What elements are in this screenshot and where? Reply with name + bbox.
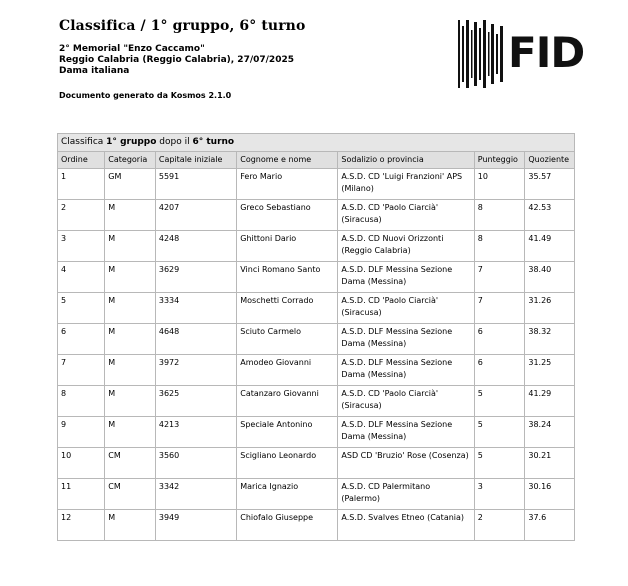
caption-prefix: Classifica <box>61 137 107 147</box>
cell-categoria: M <box>105 231 156 262</box>
cell-punteggio: 8 <box>474 200 525 231</box>
caption-round: 6° turno <box>192 137 235 147</box>
cell-quoziente: 38.40 <box>525 262 575 293</box>
cell-nome: Chiofalo Giuseppe <box>237 510 338 541</box>
cell-sodalizio: A.S.D. DLF Messina Sezione Dama (Messina) <box>338 417 474 448</box>
cell-categoria: M <box>105 417 156 448</box>
cell-ordine: 7 <box>58 355 105 386</box>
cell-sodalizio: ASD CD 'Bruzio' Rose (Cosenza) <box>338 448 474 479</box>
cell-ordine: 4 <box>58 262 105 293</box>
cell-quoziente: 37.6 <box>525 510 575 541</box>
table-row <box>58 479 575 510</box>
ranking-table-container <box>57 133 575 541</box>
cell-nome: Catanzaro Giovanni <box>237 386 338 417</box>
cell-categoria: M <box>105 510 156 541</box>
fid-logo-stripes-icon <box>457 20 507 88</box>
generator-note: Documento generato da Kosmos 2.1.0 <box>59 91 232 100</box>
cell-nome: Vinci Romano Santo <box>237 262 338 293</box>
cell-sodalizio: A.S.D. DLF Messina Sezione Dama (Messina) <box>338 262 474 293</box>
table-row <box>58 355 575 386</box>
cell-categoria: CM <box>105 448 156 479</box>
column-header-quoziente: Quoziente <box>525 152 575 169</box>
fid-logo <box>457 20 585 88</box>
table-row <box>58 169 575 200</box>
table-row <box>58 448 575 479</box>
fid-logo-text: FID <box>508 28 585 77</box>
cell-categoria: M <box>105 386 156 417</box>
cell-quoziente: 30.21 <box>525 448 575 479</box>
column-header-ordine: Ordine <box>58 152 105 169</box>
table-row <box>58 417 575 448</box>
table-caption <box>58 134 575 152</box>
cell-punteggio: 2 <box>474 510 525 541</box>
cell-quoziente: 35.57 <box>525 169 575 200</box>
cell-punteggio: 6 <box>474 324 525 355</box>
cell-nome: Fero Mario <box>237 169 338 200</box>
cell-sodalizio: A.S.D. CD 'Paolo Ciarcià' (Siracusa) <box>338 293 474 324</box>
cell-sodalizio: A.S.D. CD 'Paolo Ciarcià' (Siracusa) <box>338 386 474 417</box>
cell-ordine: 3 <box>58 231 105 262</box>
table-row <box>58 231 575 262</box>
cell-ordine: 1 <box>58 169 105 200</box>
ranking-table-body <box>58 169 575 541</box>
cell-nome: Marica Ignazio <box>237 479 338 510</box>
cell-categoria: M <box>105 324 156 355</box>
cell-categoria: M <box>105 355 156 386</box>
cell-quoziente: 31.26 <box>525 293 575 324</box>
page-title: Classifica / 1° gruppo, 6° turno <box>59 18 306 34</box>
cell-sodalizio: A.S.D. CD 'Luigi Franzioni' APS (Milano) <box>338 169 474 200</box>
column-header-categoria: Categoria <box>105 152 156 169</box>
cell-quoziente: 38.32 <box>525 324 575 355</box>
column-header-nome: Cognome e nome <box>237 152 338 169</box>
cell-categoria: GM <box>105 169 156 200</box>
cell-punteggio: 7 <box>474 262 525 293</box>
table-header-row <box>58 152 575 169</box>
cell-punteggio: 5 <box>474 386 525 417</box>
cell-punteggio: 3 <box>474 479 525 510</box>
caption-middle: dopo il <box>156 137 193 147</box>
cell-capitale: 5591 <box>155 169 236 200</box>
cell-sodalizio: A.S.D. CD 'Paolo Ciarcià' (Siracusa) <box>338 200 474 231</box>
cell-nome: Speciale Antonino <box>237 417 338 448</box>
column-header-capitale: Capitale iniziale <box>155 152 236 169</box>
ranking-table <box>57 133 575 541</box>
cell-categoria: M <box>105 200 156 231</box>
cell-categoria: M <box>105 262 156 293</box>
cell-nome: Sciuto Carmelo <box>237 324 338 355</box>
cell-quoziente: 30.16 <box>525 479 575 510</box>
table-row <box>58 324 575 355</box>
cell-sodalizio: A.S.D. CD Palermitano (Palermo) <box>338 479 474 510</box>
cell-punteggio: 5 <box>474 448 525 479</box>
cell-sodalizio: A.S.D. Svalves Etneo (Catania) <box>338 510 474 541</box>
cell-quoziente: 38.24 <box>525 417 575 448</box>
cell-capitale: 3629 <box>155 262 236 293</box>
cell-capitale: 3342 <box>155 479 236 510</box>
cell-quoziente: 41.49 <box>525 231 575 262</box>
cell-nome: Scigliano Leonardo <box>237 448 338 479</box>
cell-capitale: 3560 <box>155 448 236 479</box>
cell-punteggio: 8 <box>474 231 525 262</box>
cell-ordine: 9 <box>58 417 105 448</box>
cell-categoria: CM <box>105 479 156 510</box>
cell-ordine: 6 <box>58 324 105 355</box>
cell-ordine: 12 <box>58 510 105 541</box>
cell-ordine: 5 <box>58 293 105 324</box>
table-row <box>58 386 575 417</box>
cell-ordine: 2 <box>58 200 105 231</box>
cell-nome: Ghittoni Dario <box>237 231 338 262</box>
cell-quoziente: 31.25 <box>525 355 575 386</box>
caption-group: 1° gruppo <box>106 137 157 147</box>
cell-categoria: M <box>105 293 156 324</box>
cell-nome: Moschetti Corrado <box>237 293 338 324</box>
cell-punteggio: 10 <box>474 169 525 200</box>
cell-nome: Greco Sebastiano <box>237 200 338 231</box>
cell-punteggio: 6 <box>474 355 525 386</box>
event-name: 2° Memorial "Enzo Caccamo" <box>59 44 205 54</box>
cell-quoziente: 41.29 <box>525 386 575 417</box>
cell-sodalizio: A.S.D. DLF Messina Sezione Dama (Messina) <box>338 324 474 355</box>
table-row <box>58 510 575 541</box>
cell-sodalizio: A.S.D. DLF Messina Sezione Dama (Messina) <box>338 355 474 386</box>
table-row <box>58 262 575 293</box>
cell-capitale: 4648 <box>155 324 236 355</box>
cell-ordine: 11 <box>58 479 105 510</box>
cell-sodalizio: A.S.D. CD Nuovi Orizzonti (Reggio Calabria) <box>338 231 474 262</box>
cell-capitale: 4207 <box>155 200 236 231</box>
table-row <box>58 200 575 231</box>
cell-capitale: 4213 <box>155 417 236 448</box>
cell-ordine: 8 <box>58 386 105 417</box>
column-header-punteggio: Punteggio <box>474 152 525 169</box>
cell-capitale: 4248 <box>155 231 236 262</box>
cell-ordine: 10 <box>58 448 105 479</box>
event-location-date: Reggio Calabria (Reggio Calabria), 27/07/2025 <box>59 55 294 65</box>
cell-capitale: 3972 <box>155 355 236 386</box>
cell-capitale: 3334 <box>155 293 236 324</box>
column-header-sodalizio: Sodalizio o provincia <box>338 152 474 169</box>
table-row <box>58 293 575 324</box>
event-discipline: Dama italiana <box>59 66 130 76</box>
cell-punteggio: 5 <box>474 417 525 448</box>
cell-capitale: 3625 <box>155 386 236 417</box>
cell-punteggio: 7 <box>474 293 525 324</box>
cell-nome: Amodeo Giovanni <box>237 355 338 386</box>
document-header <box>59 18 439 100</box>
cell-capitale: 3949 <box>155 510 236 541</box>
cell-quoziente: 42.53 <box>525 200 575 231</box>
